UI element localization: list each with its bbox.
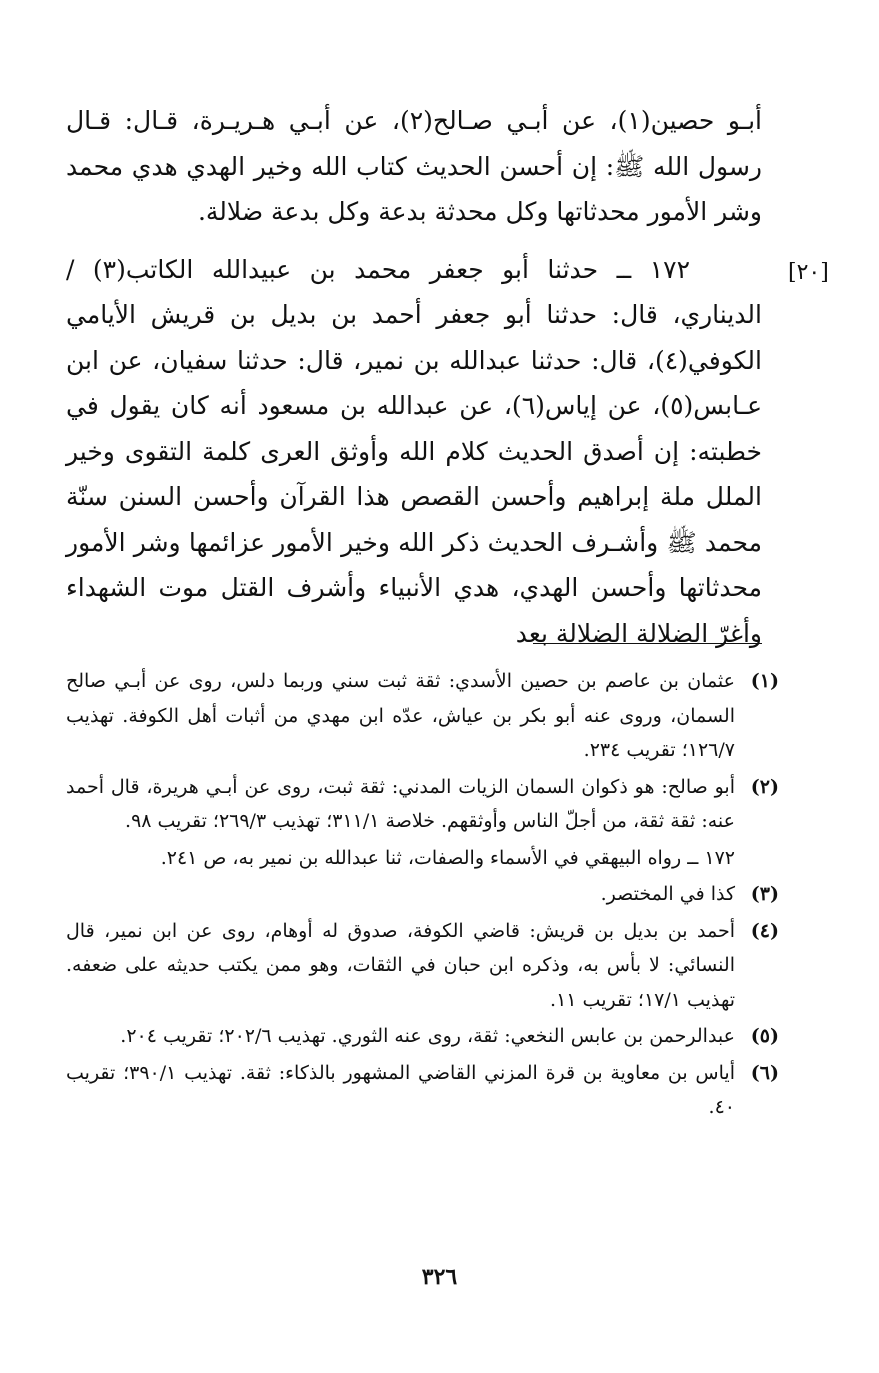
footnote-1 — [66, 664, 779, 768]
footnote-text: كذا في المختصر. — [600, 883, 735, 905]
footnote-text: عبدالرحمن بن عابس النخعي: ثقة، روى عنه الثوري. تهذيب ٢٠٢/٦؛ تقريب ٢٠٤. — [120, 1025, 735, 1047]
footnote-6 — [66, 1056, 779, 1125]
footnote-3 — [66, 877, 779, 912]
manuscript-page-ref: [٢٠] — [788, 260, 829, 285]
footnote-number: (٦) — [750, 1061, 779, 1084]
footnotes — [66, 664, 779, 1127]
footnote-takhrij-172: ١٧٢ ــ رواه البيهقي في الأسماء والصفات، ثنا عبدالله بن نمير به، ص ٢٤١. — [160, 846, 735, 869]
footnote-text: عثمان بن عاصم بن حصين الأسدي: ثقة ثبت سني وربما دلس، روى عن أبـي صالح السمان، وروى عنه أبو بكر بن عياش، عدّه ابن مهدي من أثبات أهل الكوفة. تهذيب ١٢٦/٧؛ تقريب ٢٣٤. — [66, 670, 735, 761]
footnote-number: (٥) — [750, 1025, 779, 1047]
main-text — [66, 98, 762, 656]
footnote-number: (٤) — [750, 919, 779, 942]
paragraph-hadith-172: ١٧٢ ــ حدثنا أبو جعفر محمد بن عبيدالله الكاتب(٣) / الديناري، قال: حدثنا أبو جعفر أحمد بن بديل بن قريش الأيامي الكوفي(٤)، قال: حدثنا عبدالله بن نمير، قال: حدثنا سفيان، عن ابن عـابس(٥)، عن إياس(٦)، عن عبدالله بن مسعود أنه كان يقول في خطبته: إن أصدق الحديث كلام الله وأوثق العرى كلمة التقوى وخير الملل ملة إبراهيم وأحسن القصص هذا القرآن وأحسن السنن سنّة محمد ﷺ وأشـرف الحديث ذكر الله وخير الأمور عزائمها وشر الأمور محدثاتها وأحسن الهدي، هدي الأنبياء وأشرف القتل موت الشهداء وأغرّ الضلالة الضلالة بعد — [66, 254, 762, 648]
footnote-2 — [66, 770, 779, 839]
footnote-number: (١) — [750, 670, 779, 692]
footnote-separator — [533, 643, 762, 644]
footnote-text: أحمد بن بديل بن قريش: قاضي الكوفة، صدوق له أوهام، روى عن ابن نمير، قال النسائي: لا بأس به، وذكره ابن حبان في الثقات، وهو ممن يكتب حديثه على ضعفه. تهذيب ١٧/١؛ تقريب ١١. — [66, 919, 735, 1011]
page-number: ٣٢٦ — [421, 1264, 458, 1290]
footnote-5 — [66, 1019, 779, 1054]
footnote-number: (٣) — [750, 883, 779, 905]
footnote-text: أياس بن معاوية بن قرة المزني القاضي المشهور بالذكاء: ثقة. تهذيب ٣٩٠/١؛ تقريب ٤٠. — [66, 1061, 735, 1118]
paragraph-hadith-continuation: أبـو حصين(١)، عن أبـي صـالح(٢)، عن أبـي هـريـرة، قـال: قـال رسول الله ﷺ: إن أحسن الحديث كتاب الله وخير الهدي هدي محمد وشر الأمور محدثاتها وكل محدثة بدعة وكل بدعة ضلالة. — [66, 106, 762, 226]
footnote-number: (٢) — [750, 775, 779, 798]
footnote-text: أبو صالح: هو ذكوان السمان الزيات المدني: ثقة ثبت، روى عن أبـي هريرة، قال أحمد عنه: ثقة ثقة، من أجلّ الناس وأوثقهم. خلاصة ٣١١/١؛ تهذيب ٢٦٩/٣؛ تقريب ٩٨. — [66, 775, 735, 832]
footnote-4 — [66, 914, 779, 1018]
